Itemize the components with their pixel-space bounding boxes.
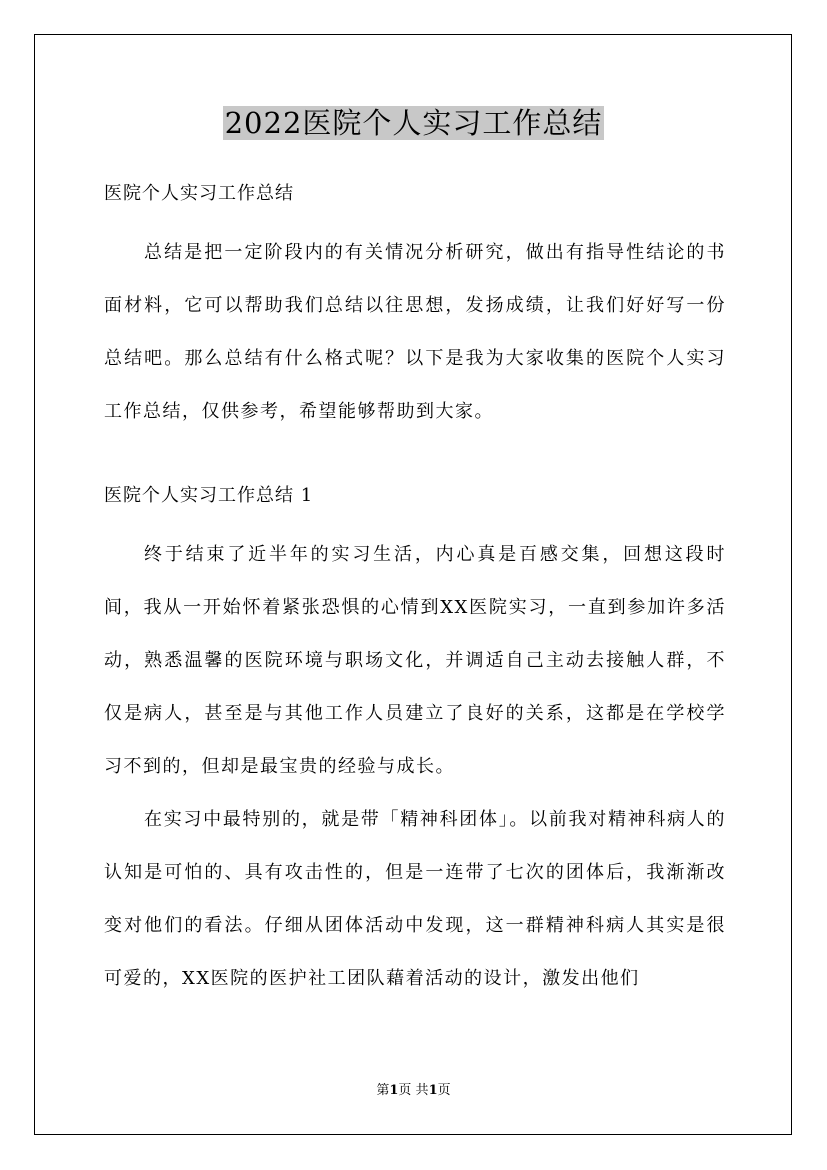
document-title-text: 2022医院个人实习工作总结: [224, 106, 603, 140]
page-total: 1: [428, 1083, 438, 1098]
page-suffix: 页: [437, 1083, 451, 1098]
section-heading: 医院个人实习工作总结: [104, 183, 294, 204]
document-title: [0, 104, 827, 142]
page-current: 1: [389, 1083, 399, 1098]
paragraph: 终于结束了近半年的实习生活，内心真是百感交集，回想这段时间，我从一开始怀着紧张恐惧的心情到XX医院实习，一直到参加许多活动，熟悉温馨的医院环境与职场文化，并调适自己主动去接触人群，不仅是病人，甚至是与其他工作人员建立了良好的关系，这都是在学校学习不到的，但却是最宝贵的经验与成长。: [104, 544, 726, 777]
paragraph: 在实习中最特别的，就是带「精神科团体」。以前我对精神科病人的认知是可怕的、具有攻击性的，但是一连带了七次的团体后，我渐渐改变对他们的看法。仔细从团体活动中发现，这一群精神科病人其实是很可爱的，XX医院的医护社工团队藉着活动的设计，激发出他们: [104, 809, 726, 989]
page-prefix: 第: [376, 1083, 390, 1098]
page-footer: [0, 1081, 827, 1101]
document-body: [104, 172, 726, 1005]
page-mid: 页 共: [398, 1083, 429, 1098]
paragraph: 总结是把一定阶段内的有关情况分析研究，做出有指导性结论的书面材料，它可以帮助我们总结以往思想，发扬成绩，让我们好好写一份总结吧。那么总结有什么格式呢？以下是我为大家收集的医院个人实习工作总结，仅供参考，希望能够帮助到大家。: [104, 242, 726, 422]
section-heading: 医院个人实习工作总结 1: [104, 485, 314, 506]
